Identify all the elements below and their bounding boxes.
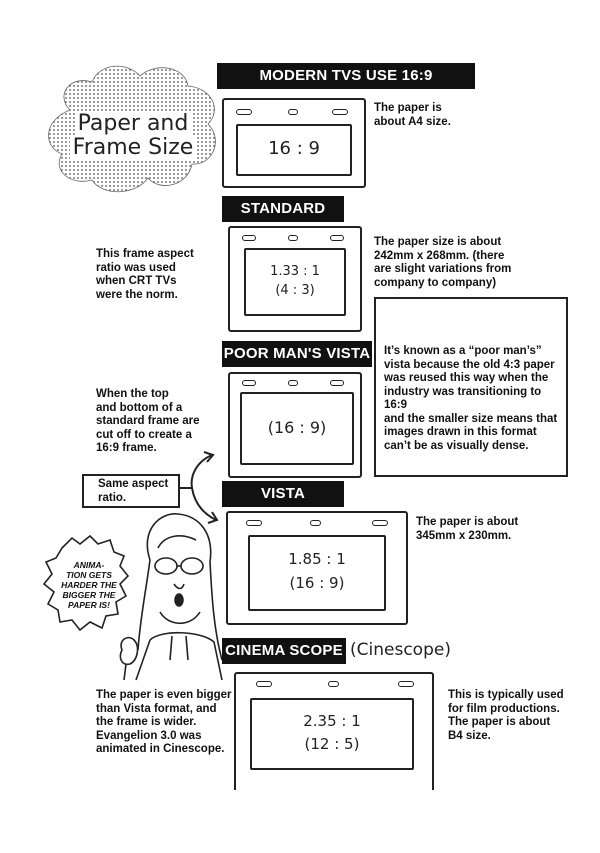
banner-vista: VISTA [222,481,344,507]
same-ratio-text: Same aspect ratio. [98,478,169,504]
frame-modern [236,124,352,176]
peg-right [398,681,414,687]
note-cinema-right: This is typically used for film productions. The paper is about B4 size. [448,689,564,742]
peg-left [256,681,272,687]
peg-right [332,109,348,115]
frame-cinema [250,698,414,770]
peg-left [242,235,256,241]
speech-text: ANIMA- TION GETS HARDER THE BIGGER THE PAPER IS! [61,560,117,610]
cinescope-handwritten: (Cinescope) [350,640,451,660]
paper-vista [226,511,408,625]
ratio-modern: 16 : 9 [268,138,320,159]
note-standard-left: This frame aspect ratio was used when CRT TVs were the norm. [96,248,194,301]
banner-standard: STANDARD [222,196,344,222]
paper-standard [228,226,362,332]
banner-poor-vista: POOR MAN'S VISTA [222,341,372,367]
peg-left [236,109,252,115]
ratio-standard: 1.33 : 1 (4 : 3) [270,264,320,298]
note-standard-right: The paper size is about 242mm x 268mm. (there are slight variations from company to company) [374,236,512,289]
note-poor-vista-box [374,297,568,477]
peg-right [330,380,344,386]
badge-title-line2: Frame Size [70,136,197,160]
ratio-cinema: 2.35 : 1 (12 : 5) [303,712,361,753]
same-ratio-bracket [192,455,216,520]
note-poor-vista-left: When the top and bottom of a standard frame are cut off to create a 16:9 frame. [96,388,200,454]
banner-modern: MODERN TVS USE 16:9 [217,63,475,89]
peg-left [242,380,256,386]
peg-center [288,109,298,115]
note-poor-vista-box-text: It’s known as a “poor man’s” vista because the old 4:3 paper was reused this way when the industry was transitioning to 16:9 and the smaller size means that images drawn in this format can’t be as visually dense. [384,345,558,452]
peg-center [288,235,298,241]
ratio-vista: 1.85 : 1 (16 : 9) [288,550,346,592]
note-modern: The paper is about A4 size. [374,102,451,128]
paper-poor-vista [228,372,362,478]
note-cinema-left: The paper is even bigger than Vista format, and the frame is wider. Evangelion 3.0 was animated in Cinescope. [96,689,232,755]
peg-center [328,681,339,687]
same-ratio-box [82,474,180,508]
frame-standard [244,248,346,316]
note-vista: The paper is about 345mm x 230mm. [416,516,519,542]
woman-illustration [120,514,222,680]
ratio-poor-vista: (16 : 9) [267,418,327,437]
frame-poor-vista [240,392,354,465]
peg-center [288,380,298,386]
peg-right [330,235,344,241]
paper-modern [222,98,366,188]
badge-title-line1: Paper and [75,112,192,136]
title-badge [62,112,204,160]
banner-cinema: CINEMA SCOPE [222,638,346,664]
peg-left [246,520,262,526]
paper-cinema [234,672,434,790]
peg-center [310,520,321,526]
peg-right [372,520,388,526]
frame-vista [248,535,386,611]
